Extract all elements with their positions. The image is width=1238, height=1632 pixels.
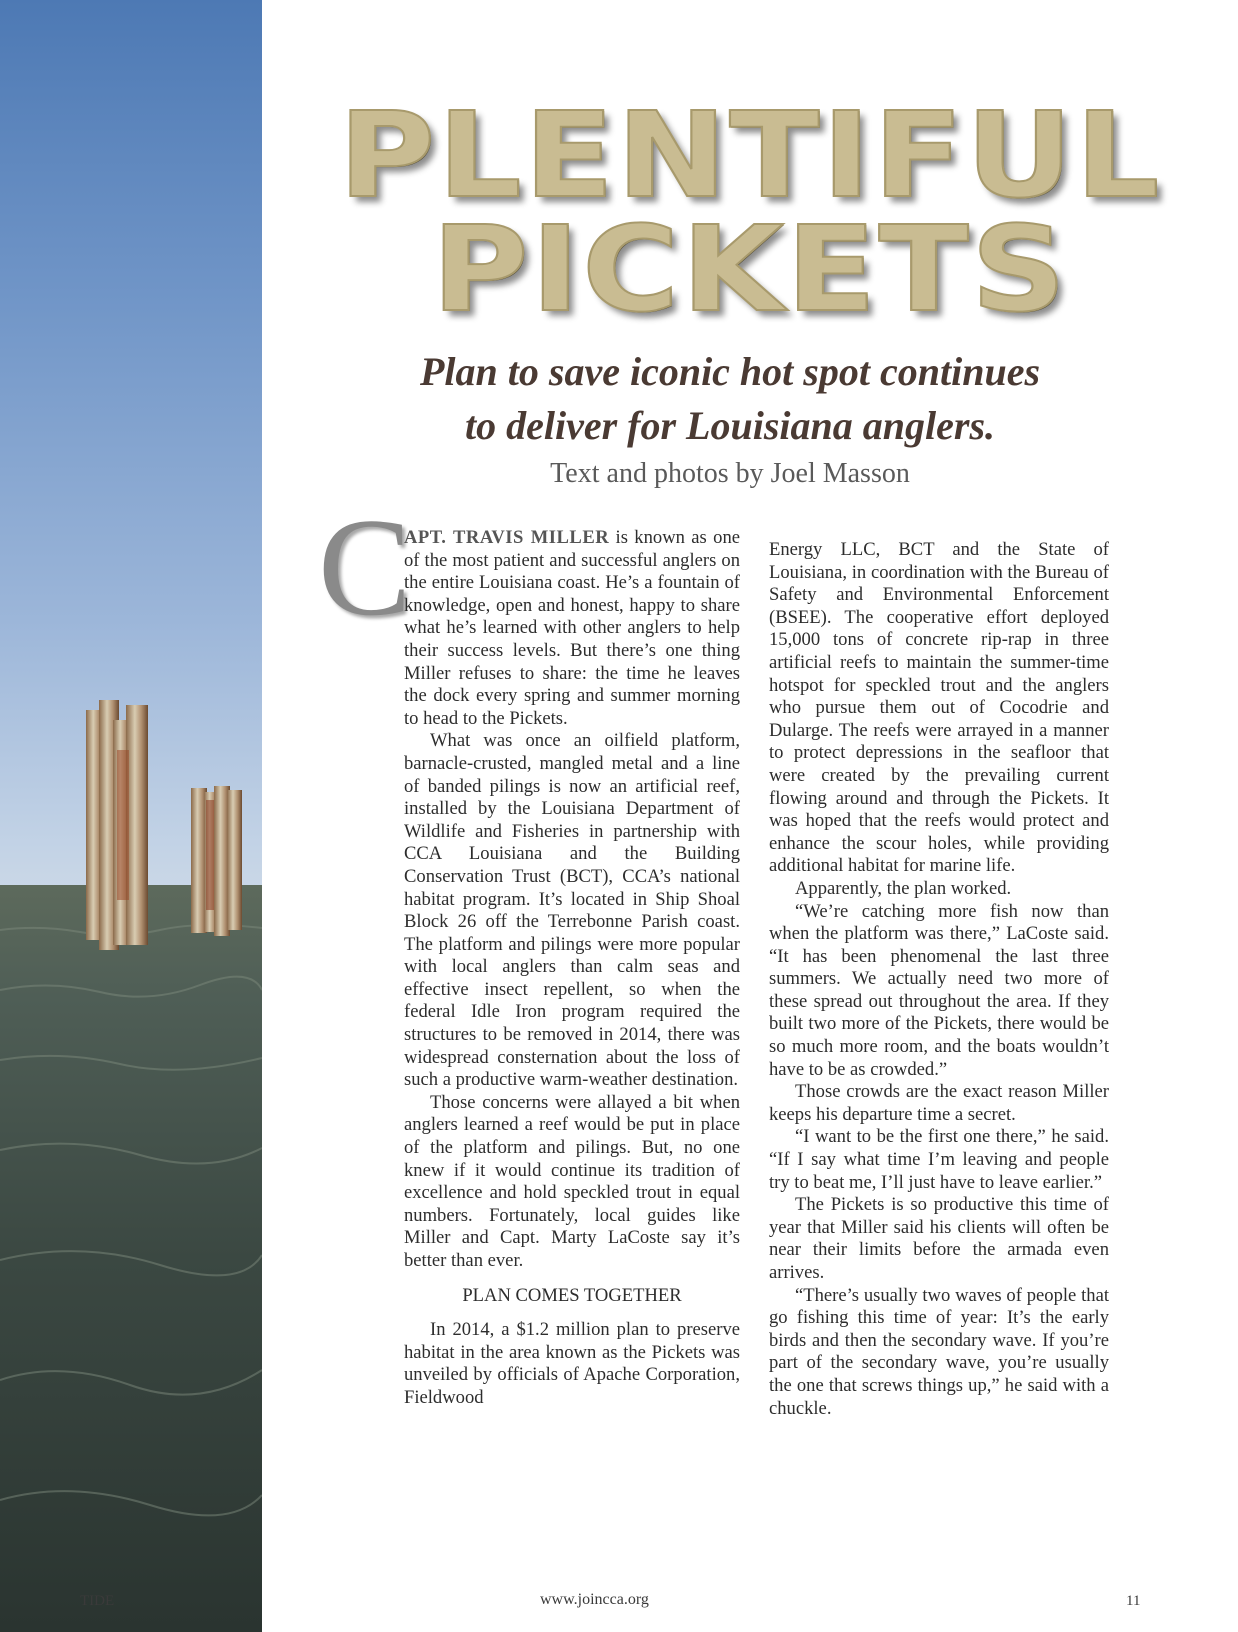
drop-cap: C [318, 490, 412, 645]
paragraph-5: Energy LLC, BCT and the State of Louisiana, in coordination with the Bureau of Safety and Environmental Enforcement (BSEE). The cooperative effort deployed 15,000 tons of concrete rip-rap in three artificial reefs to maintain the summer-time hotspot for speckled trout and the anglers who pursue them out of Cocodrie and Dularge. The reefs were arrayed in a manner to protect depressions in the seafloor that were created by the prevailing current flowing around and through the Pickets. It was hoped that the reefs would protect and enhance the scour holes, while providing additional habitat for marine life. [769, 539, 1109, 877]
paragraph-10: The Pickets is so productive this time of year that Miller said his clients will often be near their limits before the armada even arrives. [769, 1194, 1109, 1283]
paragraph-1-text: is known as one of the most patient and successful anglers on the entire Louisiana coast. He’s a fountain of knowledge, open and honest, happy to share what he’s learned with other anglers to help their success levels. But there’s one thing Miller refuses to share: the time he leaves the dock every spring and summer morning to head to the Pickets. [404, 527, 740, 729]
paragraph-2: What was once an oilfield platform, barnacle-crusted, mangled metal and a line of banded pilings is now an artificial reef, installed by the Louisiana Department of Wildlife and Fisheries in partnership with CCA Louisiana and the Building Conservation Trust (BCT), CCA’s national habitat program. It’s located in Ship Shoal Block 26 off the Terrebonne Parish coast. The platform and pilings were more popular with local anglers than calm seas and effective insect repellent, so when the federal Idle Iron program required the structures to be removed in 2014, there was widespread consternation about the loss of such a productive warm-weather destination. [404, 730, 740, 1091]
deck-line-2: to deliver for Louisiana anglers. [464, 403, 996, 448]
section-subhead: PLAN COMES TOGETHER [462, 1284, 682, 1306]
paragraph-1 [404, 527, 740, 730]
headline-line-1: PLENTIFUL [338, 86, 1162, 224]
article-column-2 [769, 539, 1109, 1420]
paragraph-7: “We’re catching more fish now than when the platform was there,” LaCoste said. “It has been phenomenal the last three summers. We actually need two more of these spread out throughout the area. If they built two more of the Pickets, there would be so much more room, and the boats wouldn’t have to be as crowded.” [769, 900, 1109, 1080]
paragraph-4: In 2014, a $1.2 million plan to preserve habitat in the area known as the Pickets was unveiled by officials of Apache Corporation, Fieldwood [404, 1319, 740, 1408]
article-headline [262, 86, 1238, 338]
paragraph-9: “I want to be the first one there,” he said. “If I say what time I’m leaving and people try to beat me, I’ll just have to leave earlier.” [769, 1126, 1109, 1193]
footer-publication-name: TIDE [80, 1593, 115, 1609]
headline-line-2: PICKETS [431, 200, 1069, 338]
byline: Text and photos by Joel Masson [550, 458, 910, 489]
paragraph-11: “There’s usually two waves of people that go fishing this time of year: It’s the early birds and then the secondary wave. If you’re part of the secondary wave, you’re usually the one that screws things up,” he said with a chuckle. [769, 1284, 1109, 1419]
paragraph-3: Those concerns were allayed a bit when anglers learned a reef would be put in place of the platform and pilings. But, no one knew if it would continue its tradition of excellence and hold speckled trout in equal numbers. Fortunately, local guides like Miller and Capt. Marty LaCoste say it’s better than ever. [404, 1091, 740, 1271]
paragraph-8: Those crowds are the exact reason Miller keeps his departure time a secret. [769, 1081, 1109, 1125]
article-column-1 [404, 527, 740, 1410]
piling [126, 705, 148, 945]
footer-page-number: 11 [1126, 1593, 1141, 1609]
piling [227, 790, 242, 930]
paragraph-6: Apparently, the plan worked. [795, 877, 1012, 899]
deck-line-1: Plan to save iconic hot spot continues [419, 349, 1041, 394]
article-deck [300, 345, 1160, 453]
footer-website-link[interactable]: www.joincca.org [540, 1591, 649, 1608]
lead-name: APT. TRAVIS MILLER [404, 527, 610, 548]
